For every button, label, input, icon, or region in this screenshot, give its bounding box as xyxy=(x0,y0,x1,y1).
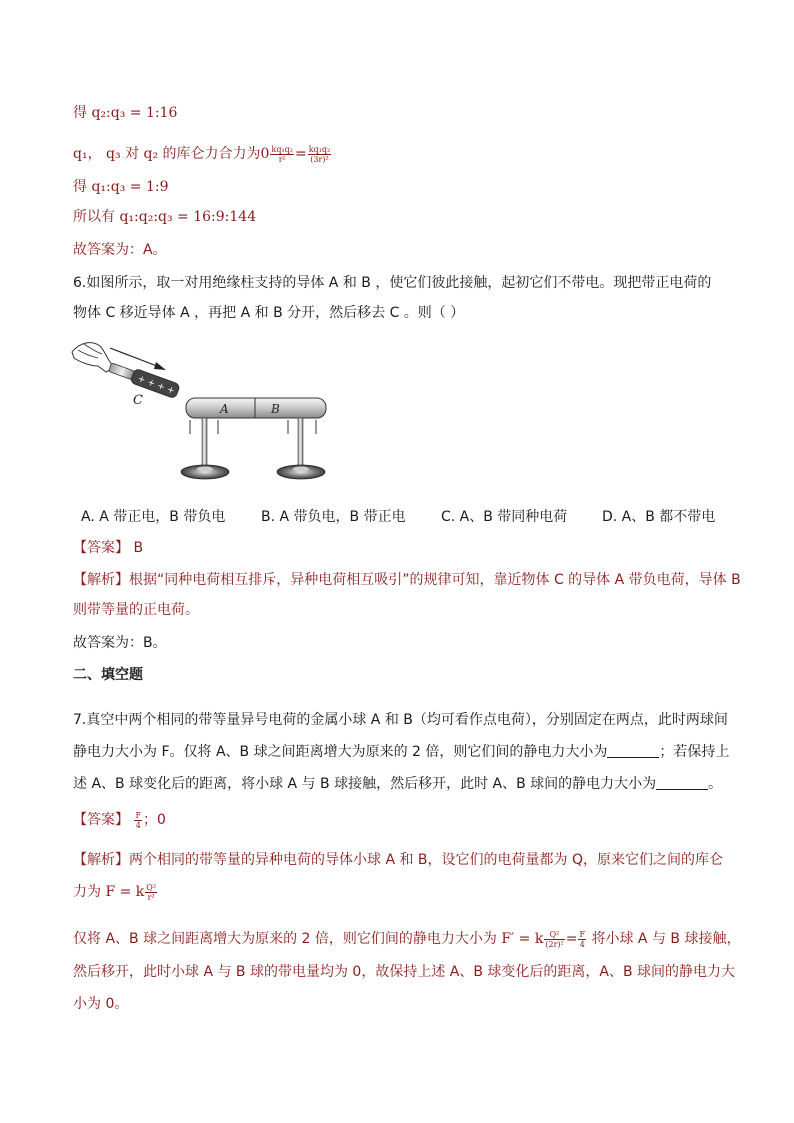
coulomb-fraction-2: $\frac{\text{kq₁q₂}}{\text{(3r)²}}$ xyxy=(308,144,331,164)
q6-option-b: B. A 带负电，B 带正电 xyxy=(261,509,406,525)
section-title-fill-blank: 二、填空题 xyxy=(73,667,143,683)
solution-line-2: q₁， q₃ 对 q₂ 的库仑力合力为0 $\frac{\text{kq₁q₂}}{\text{r²}}$ = $\frac{\text{kq₁q₂}}{\text{(3r)²}}$ xyxy=(73,144,331,164)
q6-conclusion: 故答案为：B。 xyxy=(73,635,167,651)
q7-blank-2[interactable] xyxy=(656,775,708,790)
analysis-tag: 【解析】 xyxy=(73,572,129,588)
q7-analysis-line-2: 力为 F = k $\frac{\text{Q²}}{\text{r²}}$ xyxy=(73,882,157,902)
charged-rod-c xyxy=(108,360,181,399)
q6-option-a: A. A 带正电，B 带负电 xyxy=(81,509,226,525)
label-b: B xyxy=(271,402,280,416)
answer-value: B xyxy=(133,540,144,556)
q7-stem-line-1: 7.真空中两个相同的带等量异号电荷的金属小球 A 和 B（均可看作点电荷），分别固定在两点，此时两球间 xyxy=(73,712,728,728)
hand-icon xyxy=(72,343,114,372)
coulomb-formula-fraction: $\frac{\text{Q²}}{\text{r²}}$ xyxy=(146,882,157,902)
q6-stem-line-2: 物体 C 移近导体 A ，再把 A 和 B 分开，然后移去 C 。则（ ） xyxy=(73,305,465,321)
q7-stem-line-2: 静电力大小为 F。仅将 A、B 球之间距离增大为原来的 2 倍，则它们间的静电力大小为 ；若保持上 xyxy=(73,744,730,760)
q7-analysis-line-5: 小为 0。 xyxy=(73,996,129,1012)
q6-analysis-line-2: 则带等量的正电荷。 xyxy=(73,602,199,618)
analysis-tag: 【解析】 xyxy=(73,852,129,868)
answer-tag: 【答案】 xyxy=(73,540,129,556)
coulomb-fraction-1: $\frac{\text{kq₁q₂}}{\text{r²}}$ xyxy=(271,144,293,164)
solution-conclusion: 故答案为：A。 xyxy=(73,242,167,258)
insulating-post-right xyxy=(298,418,303,468)
q6-analysis-line-1: 【解析】根据“同种电荷相互排斥，异种电荷相互吸引”的规律可知，靠近物体 C 的导体 A 带负电荷，导体 B xyxy=(73,572,741,588)
solution-line-1: 得 q₂:q₃ = 1:16 xyxy=(73,105,178,121)
q7-analysis-line-3: 仅将 A、B 球之间距离增大为原来的 2 倍，则它们间的静电力大小为 F′ = k $\frac{\text{Q²}}{\text{(2r)²}}$ = $\frac{F}{4}$ 将小球 A 与 B 球接触， xyxy=(73,929,741,949)
label-c: C xyxy=(133,393,143,408)
rod-charges: + + + + xyxy=(136,374,176,397)
answer-tag: 【答案】 xyxy=(73,812,129,828)
q6-option-d: D. A、B 都不带电 xyxy=(602,509,716,525)
solution-line-3: 得 q₁:q₃ = 1:9 xyxy=(73,179,169,195)
quarter-force-fraction: $\frac{F}{4}$ xyxy=(579,929,586,949)
answer-fraction: $\frac{F}{4}$ xyxy=(135,810,142,830)
q6-stem-line-1: 6.如图所示，取一对用绝缘柱支持的导体 A 和 B ，使它们彼此接触，起初它们不带电。现把带正电荷的 xyxy=(73,275,712,291)
q6-option-c: C. A、B 带同种电荷 xyxy=(441,509,568,525)
insulating-post-left xyxy=(202,418,207,468)
q7-stem-line-3: 述 A、B 球变化后的距离，将小球 A 与 B 球接触，然后移开，此时 A、B 球间的静电力大小为 。 xyxy=(73,776,723,792)
solution-line-4: 所以有 q₁:q₂:q₃ = 16:9:144 xyxy=(73,209,257,225)
conductor-tube xyxy=(186,398,326,418)
label-a: A xyxy=(220,402,229,416)
q7-analysis-line-4: 然后移开，此时小球 A 与 B 球的带电量均为 0，故保持上述 A、B 球变化后的距离，A、B 球间的静电力大 xyxy=(73,964,736,980)
q6-figure xyxy=(70,338,340,488)
q6-answer xyxy=(73,538,143,558)
new-force-fraction: $\frac{\text{Q²}}{\text{(2r)²}}$ xyxy=(545,929,564,949)
q7-analysis-line-1: 【解析】两个相同的带等量的异种电荷的导体小球 A 和 B，设它们的电荷量都为 Q，原来它们之间的库仑 xyxy=(73,852,723,868)
q7-blank-1[interactable] xyxy=(607,743,659,758)
q7-answer: 【答案】 $\frac{F}{4}$ ；0 xyxy=(73,810,166,830)
